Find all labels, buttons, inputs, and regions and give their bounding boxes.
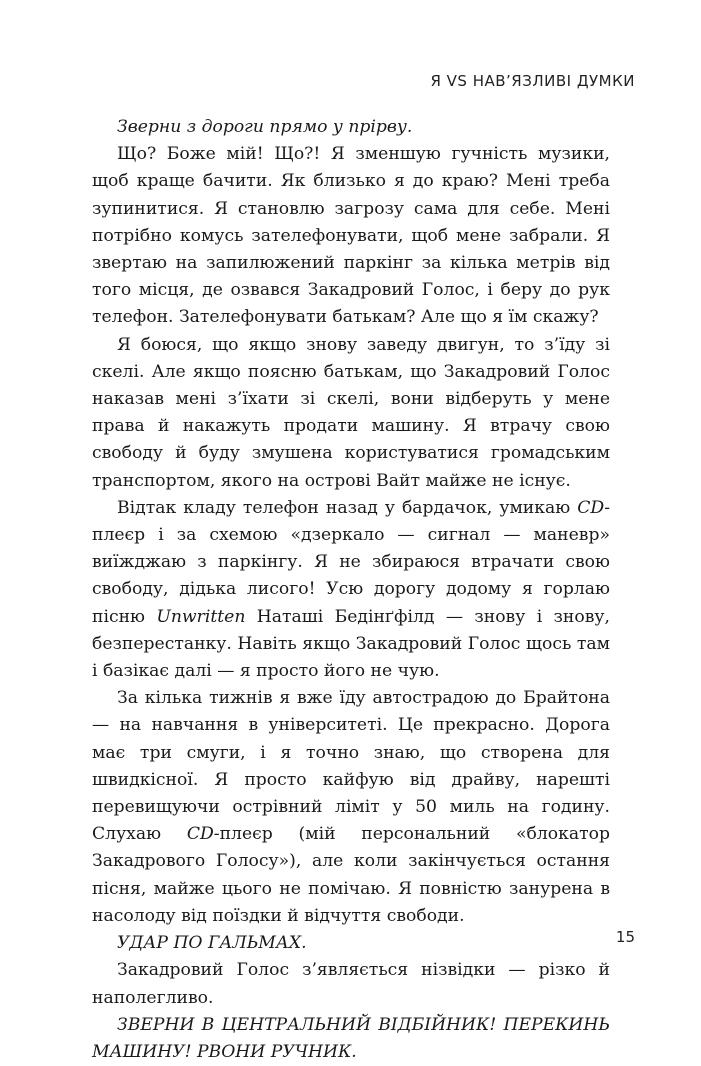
paragraph-4-part-3: Наташі Бедінґфілд — знову і знову, безперестанку. Навіть якщо Закадровий Голос щось там і базікає далі — я просто його не чую.	[92, 606, 610, 682]
paragraph-8: ЗВЕРНИ В ЦЕНТРАЛЬНИЙ ВІДБІЙНИК! ПЕРЕКИНЬ МАШИНУ! РВОНИ РУЧНИК.	[92, 1014, 610, 1062]
paragraph-5-cd-italic: CD	[186, 824, 214, 845]
paragraph-4-cd-italic: CD	[577, 497, 605, 518]
page-number: 15	[615, 928, 635, 946]
paragraph-3: Я боюся, що якщо знову заведу двигун, то з’їду зі скелі. Але якщо поясню батькам, що Закадровий Голос наказав мені з’їхати зі скелі, вони відберуть у мене права й накажуть продати машину. Я втрачу свою свободу й буду змушена користуватися громадським транспортом, якого на острові Вайт майже не існує.	[92, 334, 610, 491]
paragraph-4	[92, 495, 610, 685]
paragraph-2: Що? Боже мій! Що?! Я зменшую гучність музики, щоб краще бачити. Як близько я до краю? Мені треба зупинитися. Я становлю загрозу сама для себе. Мені потрібно комусь зателефонувати, щоб мене забрали. Я звертаю на запилюжений паркінг за кілька метрів від того місця, де озвався Закадровий Голос, і беру до рук телефон. Зателефонувати батькам? Але що я їм скажу?	[92, 144, 610, 328]
paragraph-4-part-1: Відтак кладу телефон назад у бардачок, умикаю	[117, 497, 578, 518]
paragraph-5	[92, 685, 610, 930]
running-header: Я VS НАВ’ЯЗЛИВІ ДУМКИ	[430, 72, 635, 90]
paragraph-4-song-title: Unwritten	[156, 606, 246, 627]
paragraph-1: Зверни з дороги прямо у прірву.	[117, 117, 413, 137]
paragraph-6: УДАР ПО ГАЛЬМАХ.	[117, 933, 307, 954]
paragraph-5-part-1: За кілька тижнів я вже їду автострадою до Брайтона — на навчання в університеті. Це прекрасно. Дорога має три смуги, і я точно знаю, що створена для швидкісної. Я просто кайфую від драйву, нарешті перевищуючи острівний ліміт у 50 миль на годину. Слухаю	[92, 688, 610, 845]
paragraph-4-part-2: -плеєр і за схемою «дзеркало — сигнал — маневр» виїжджаю з паркінгу. Я не збираюся втрачати свою свободу, дідька лисого! Усю дорогу додому я горлаю пісню	[92, 497, 610, 627]
body-text	[92, 114, 610, 1066]
paragraph-5-part-2: -плеєр (мій персональний «блокатор Закадрового Голосу»), але коли закінчується остання пісня, майже цього не помічаю. Я повністю занурена в насолоду від поїздки й відчуття свободи.	[92, 824, 610, 926]
paragraph-7: Закадровий Голос з’являється нізвідки — різко й наполегливо.	[92, 960, 610, 1008]
